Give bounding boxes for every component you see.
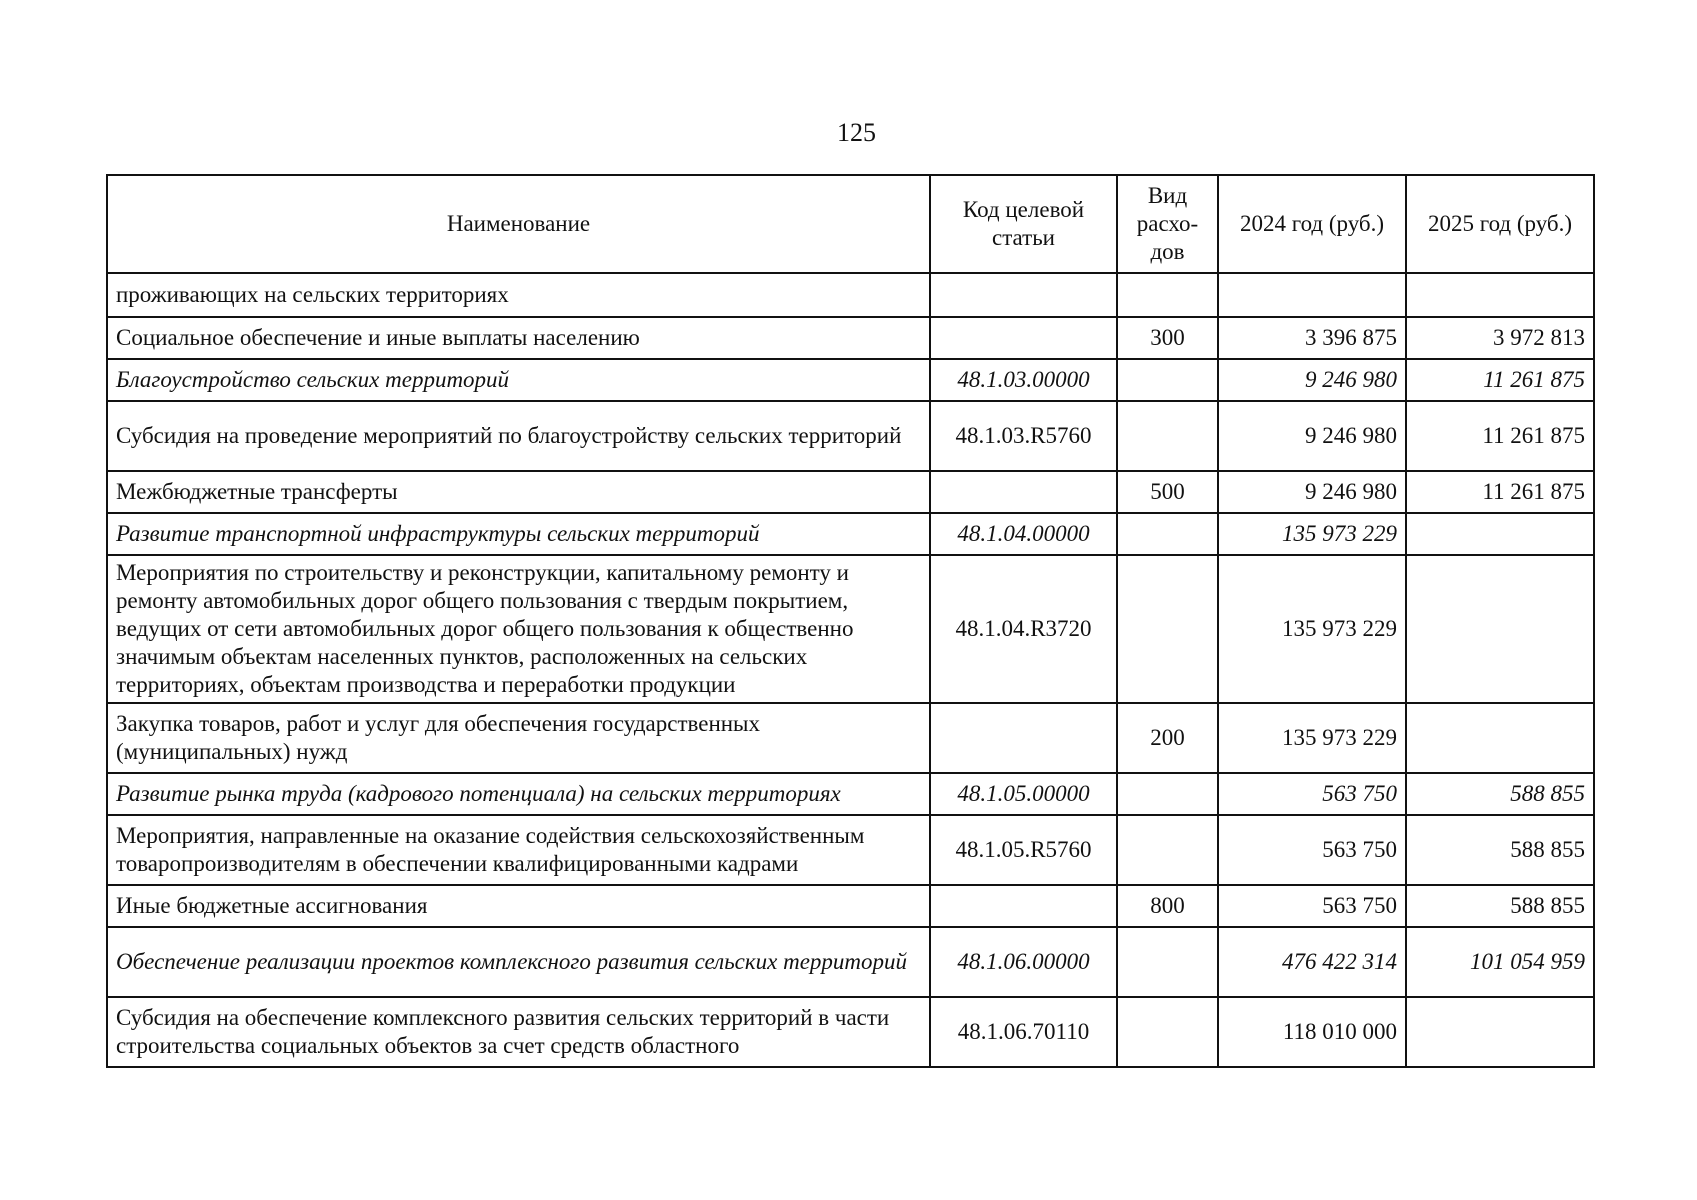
header-name: Наименование: [107, 175, 930, 273]
row-amount-2024: 9 246 980: [1218, 359, 1406, 401]
row-amount-2024: 135 973 229: [1218, 555, 1406, 703]
row-name: Развитие транспортной инфраструктуры сельских территорий: [107, 513, 930, 555]
row-expense-type: 800: [1117, 885, 1218, 927]
row-code: [930, 273, 1117, 317]
table-row: [107, 513, 1594, 555]
row-expense-type: 300: [1117, 317, 1218, 359]
row-amount-2024: 563 750: [1218, 885, 1406, 927]
header-type: Вид расхо-дов: [1117, 175, 1218, 273]
table-body: [107, 273, 1594, 1067]
row-code: 48.1.05.00000: [930, 773, 1117, 815]
table-row: [107, 471, 1594, 513]
row-code: [930, 317, 1117, 359]
row-amount-2025: [1406, 273, 1594, 317]
row-amount-2025: 588 855: [1406, 815, 1594, 885]
row-code: 48.1.05.R5760: [930, 815, 1117, 885]
row-amount-2025: 3 972 813: [1406, 317, 1594, 359]
table-row: [107, 555, 1594, 703]
header-year-2024: 2024 год (руб.): [1218, 175, 1406, 273]
row-amount-2024: 118 010 000: [1218, 997, 1406, 1067]
row-amount-2025: 101 054 959: [1406, 927, 1594, 997]
row-amount-2025: 11 261 875: [1406, 359, 1594, 401]
row-code: 48.1.04.R3720: [930, 555, 1117, 703]
row-name: Закупка товаров, работ и услуг для обеспечения государственных (муниципальных) нужд: [107, 703, 930, 773]
row-name: Мероприятия по строительству и реконструкции, капитальному ремонту и ремонту автомобильных дорог общего пользования с твердым покрытием, ведущих от сети автомобильных дорог общего пользования к общественно значимым объектам населенных пунктов, расположенных на сельских территориях, объектам производства и переработки продукции: [107, 555, 930, 703]
table-row: [107, 773, 1594, 815]
row-expense-type: [1117, 997, 1218, 1067]
table-row: [107, 927, 1594, 997]
row-amount-2025: [1406, 513, 1594, 555]
row-amount-2024: [1218, 273, 1406, 317]
row-code: [930, 703, 1117, 773]
table-row: [107, 703, 1594, 773]
row-code: 48.1.04.00000: [930, 513, 1117, 555]
row-code: 48.1.06.00000: [930, 927, 1117, 997]
row-name: Субсидия на обеспечение комплексного развития сельских территорий в части строительства социальных объектов за счет средств областного: [107, 997, 930, 1067]
row-code: 48.1.03.00000: [930, 359, 1117, 401]
header-year-2025: 2025 год (руб.): [1406, 175, 1594, 273]
row-name: Субсидия на проведение мероприятий по благоустройству сельских территорий: [107, 401, 930, 471]
row-amount-2025: 11 261 875: [1406, 401, 1594, 471]
row-code: [930, 885, 1117, 927]
row-name: проживающих на сельских территориях: [107, 273, 930, 317]
budget-table: [106, 174, 1595, 1068]
row-name: Развитие рынка труда (кадрового потенциала) на сельских территориях: [107, 773, 930, 815]
row-name: Мероприятия, направленные на оказание содействия сельскохозяйственным товаропроизводителям в обеспечении квалифицированными кадрами: [107, 815, 930, 885]
row-amount-2025: [1406, 703, 1594, 773]
row-name: Иные бюджетные ассигнования: [107, 885, 930, 927]
table-row: [107, 359, 1594, 401]
row-amount-2025: 11 261 875: [1406, 471, 1594, 513]
row-code: 48.1.06.70110: [930, 997, 1117, 1067]
row-expense-type: [1117, 401, 1218, 471]
row-code: [930, 471, 1117, 513]
row-expense-type: 500: [1117, 471, 1218, 513]
table-row: [107, 885, 1594, 927]
row-expense-type: [1117, 773, 1218, 815]
row-expense-type: 200: [1117, 703, 1218, 773]
row-expense-type: [1117, 555, 1218, 703]
table-row: [107, 273, 1594, 317]
row-amount-2025: 588 855: [1406, 885, 1594, 927]
row-code: 48.1.03.R5760: [930, 401, 1117, 471]
row-expense-type: [1117, 359, 1218, 401]
row-expense-type: [1117, 513, 1218, 555]
page-number: 125: [837, 118, 876, 147]
row-amount-2024: 135 973 229: [1218, 513, 1406, 555]
row-amount-2024: 3 396 875: [1218, 317, 1406, 359]
row-amount-2025: 588 855: [1406, 773, 1594, 815]
row-amount-2025: [1406, 555, 1594, 703]
row-amount-2024: 135 973 229: [1218, 703, 1406, 773]
row-name: Межбюджетные трансферты: [107, 471, 930, 513]
row-name: Обеспечение реализации проектов комплексного развития сельских территорий: [107, 927, 930, 997]
row-amount-2024: 9 246 980: [1218, 471, 1406, 513]
header-code: Код целевой статьи: [930, 175, 1117, 273]
table-row: [107, 815, 1594, 885]
row-expense-type: [1117, 927, 1218, 997]
table-row: [107, 317, 1594, 359]
table-row: [107, 401, 1594, 471]
table-row: [107, 997, 1594, 1067]
row-amount-2024: 476 422 314: [1218, 927, 1406, 997]
row-amount-2025: [1406, 997, 1594, 1067]
row-expense-type: [1117, 815, 1218, 885]
row-name: Социальное обеспечение и иные выплаты населению: [107, 317, 930, 359]
row-amount-2024: 9 246 980: [1218, 401, 1406, 471]
row-expense-type: [1117, 273, 1218, 317]
row-amount-2024: 563 750: [1218, 773, 1406, 815]
table-header-row: [107, 175, 1594, 273]
row-name: Благоустройство сельских территорий: [107, 359, 930, 401]
row-amount-2024: 563 750: [1218, 815, 1406, 885]
